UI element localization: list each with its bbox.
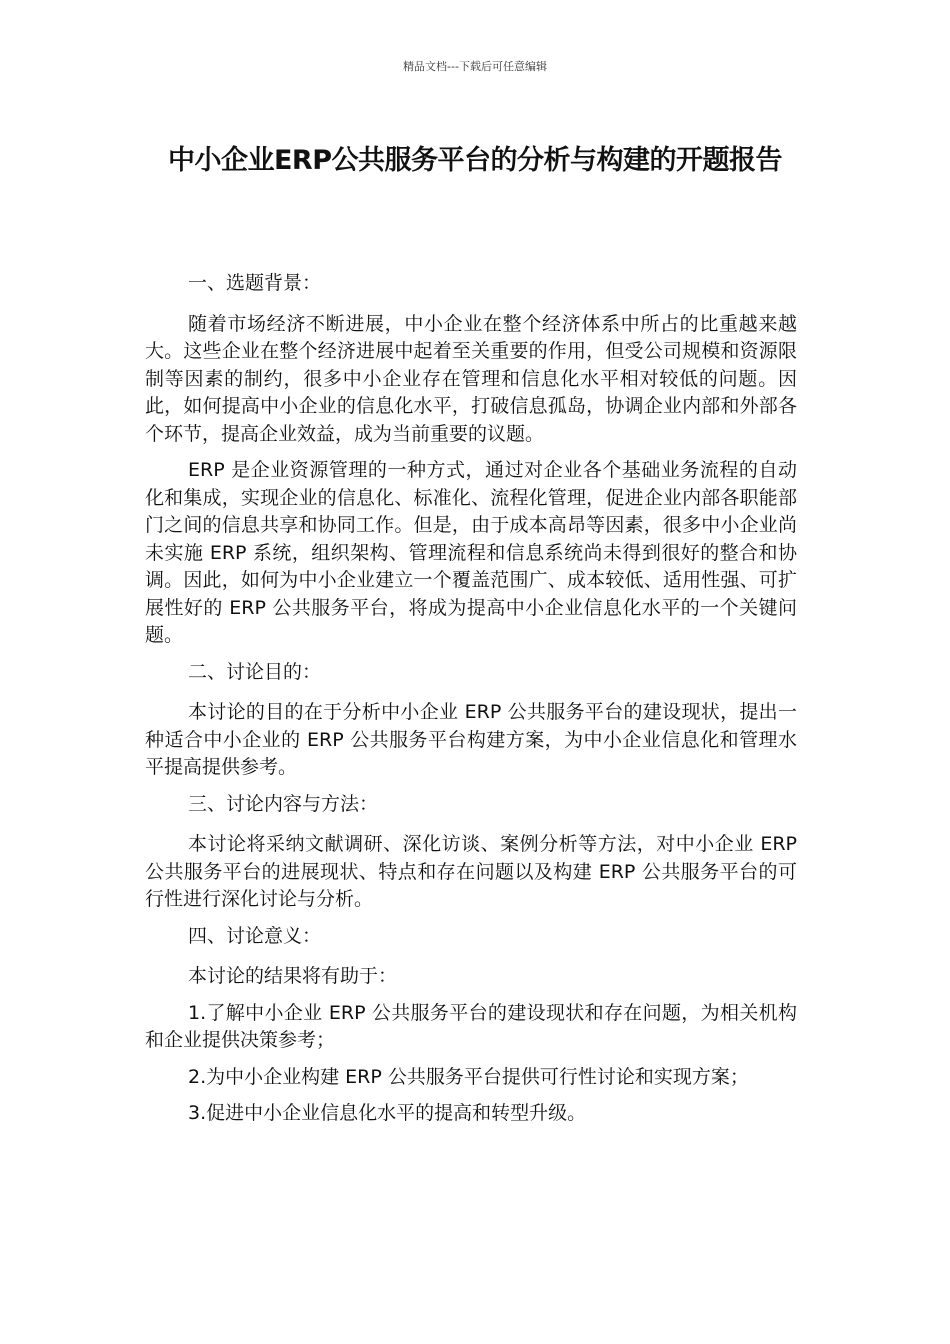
section-heading: 四、讨论意义：	[188, 924, 322, 947]
list-item: 1.了解中小企业 ERP 公共服务平台的建设现状和存在问题，为相关机构和企业提供决策参考；	[145, 1001, 797, 1051]
section-heading: 三、讨论内容与方法：	[188, 792, 379, 815]
list-item: 3.促进中小企业信息化水平的提高和转型升级。	[188, 1102, 587, 1124]
list-item: 2.为中小企业构建 ERP 公共服务平台提供可行性讨论和实现方案；	[188, 1065, 749, 1088]
section-heading: 二、讨论目的：	[188, 660, 322, 683]
page-header: 精品文档---下载后可任意编辑	[403, 60, 547, 73]
paragraph: ERP 是企业资源管理的一种方式，通过对企业各个基础业务流程的自动化和集成，实现企业的信息化、标准化、流程化管理，促进企业内部各职能部门之间的信息共享和协同工作。但是，由于成本高昂等因素，很多中小企业尚未实施 ERP 系统，组织架构、管理流程和信息系统尚未得到很好的整合和协调。因此，如何为中小企业建立一个覆盖范围广、成本较低、适用性强、可扩展性好的 ERP 公共服务平台，将成为提高中小企业信息化水平的一个关键问题。	[145, 459, 797, 646]
paragraph: 随着市场经济不断进展，中小企业在整个经济体系中所占的比重越来越大。这些企业在整个经济进展中起着至关重要的作用，但受公司规模和资源限制等因素的制约，很多中小企业存在管理和信息化水平相对较低的问题。因此，如何提高中小企业的信息化水平，打破信息孤岛，协调企业内部和外部各个环节，提高企业效益，成为当前重要的议题。	[145, 312, 797, 445]
paragraph: 本讨论将采纳文献调研、深化访谈、案例分析等方法，对中小企业 ERP 公共服务平台的进展现状、特点和存在问题以及构建 ERP 公共服务平台的可行性进行深化讨论与分析。	[145, 833, 797, 910]
paragraph: 本讨论的目的在于分析中小企业 ERP 公共服务平台的建设现状，提出一种适合中小企业的 ERP 公共服务平台构建方案，为中小企业信息化和管理水平提高提供参考。	[145, 701, 797, 778]
paragraph: 本讨论的结果将有助于：	[188, 965, 398, 987]
section-heading: 一、选题背景：	[188, 272, 322, 294]
document-body	[145, 270, 797, 1137]
document-title: 中小企业ERP公共服务平台的分析与构建的开题报告	[167, 145, 783, 176]
